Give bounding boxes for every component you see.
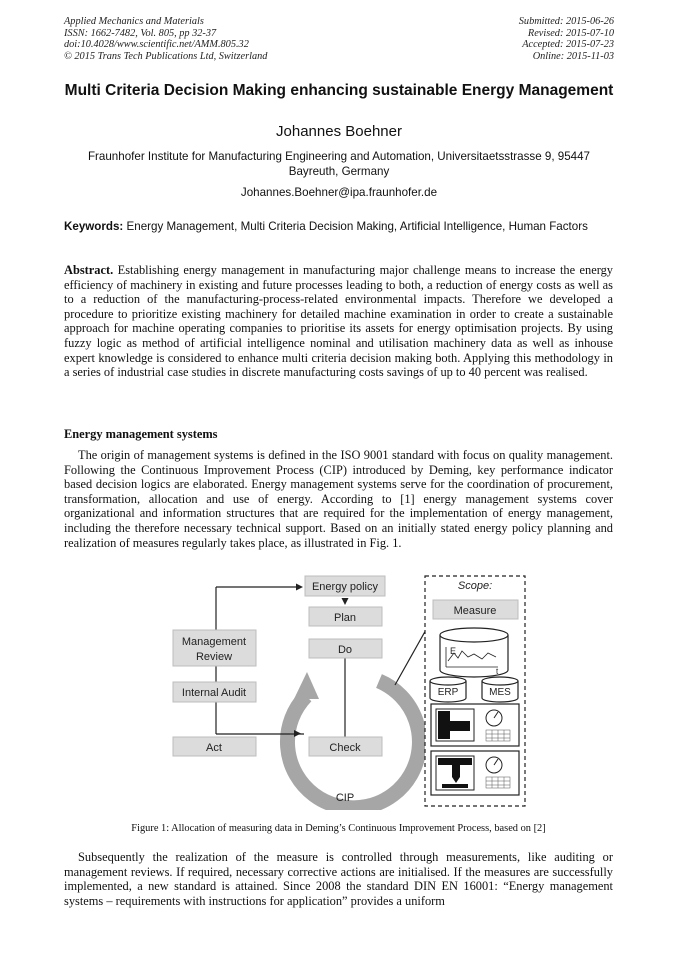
keywords-text: Energy Management, Multi Criteria Decision Making, Artificial Intelligence, Human Factors — [126, 220, 588, 233]
scope-label: Scope: — [457, 580, 493, 592]
abstract — [64, 263, 613, 380]
scope-panel — [425, 576, 525, 806]
journal-copyright: © 2015 Trans Tech Publications Ltd, Switzerland — [64, 50, 268, 62]
check-label: Check — [329, 742, 361, 754]
act-label: Act — [206, 742, 222, 754]
arrow-act-check — [294, 730, 301, 737]
data-grid-icon — [486, 730, 510, 741]
cip-arrow-head — [294, 672, 319, 699]
journal-name: Applied Mechanics and Materials — [64, 16, 204, 27]
machine-panel-1 — [431, 704, 519, 746]
figure-caption: Figure 1: Allocation of measuring data in Deming’s Continuous Improvement Process, based on [2] — [131, 823, 546, 834]
journal-doi: doi:10.4028/www.scientific.net/AMM.805.32 — [64, 39, 249, 51]
journal-header-right — [519, 16, 614, 62]
do-label: Do — [337, 644, 353, 656]
energy-axis-label: E — [450, 646, 457, 656]
machine-panel-2 — [431, 751, 519, 795]
plan-label: Plan — [333, 612, 357, 624]
keywords — [64, 219, 613, 235]
management-review-label-2: Review — [195, 651, 233, 663]
plan-box — [309, 607, 382, 626]
erp-label: ERP — [437, 687, 459, 698]
figure-1 — [170, 575, 530, 815]
body-paragraph-2: Subsequently the realization of the measure is controlled through measurements, like auditing or management reviews. If required, necessary corrective actions are initialised. If the measures are successfully implemented, a new standard is attained. Since 2008 the standard DIN EN 16001: “Energy management systems – requirements with instructions for application” provides a uniform — [64, 850, 613, 908]
measure-label: Measure — [453, 605, 497, 617]
online-date: Online: 2015-11-03 — [532, 50, 614, 62]
paper-author: Johannes Boehner — [276, 123, 402, 140]
data-grid-icon — [486, 777, 510, 788]
act-box — [173, 737, 256, 756]
abstract-label: Abstract. — [64, 263, 114, 277]
internal-audit-label: Internal Audit — [181, 687, 247, 699]
time-axis-label: t — [496, 667, 499, 676]
arrow-policy-plan — [342, 598, 349, 605]
accepted-date: Accepted: 2015-07-23 — [522, 39, 614, 51]
author-affiliation: Fraunhofer Institute for Manufacturing Engineering and Automation, Universitaetsstrasse 9, 95447 Bayreuth, Germany — [87, 150, 591, 178]
revised-date: Revised: 2015-07-10 — [527, 27, 614, 39]
internal-audit-box — [173, 682, 256, 702]
journal-header-left — [64, 16, 267, 62]
cip-label: CIP — [335, 792, 355, 804]
management-review-box — [173, 630, 256, 666]
section-heading: Energy management systems — [64, 427, 218, 441]
paper-title: Multi Criteria Decision Making enhancing sustainable Energy Management — [64, 82, 614, 99]
body-paragraph-1: The origin of management systems is defined in the ISO 9001 standard with focus on quality management. Following the Continuous Improvement Process (CIP) introduced by Deming, key performance indicator based decision logics are elaborated. Energy management systems serve for the coordination of procurement, transformation, allocation and use of energy. According to [1] energy management systems cover organizational and information structures that are required for the implementation of energy management, including the therefore necessary technical support. Based on an initially stated energy policy planning and realization of measures regularly takes place, as illustrated in Fig. 1. — [64, 448, 613, 550]
mes-label: MES — [489, 687, 511, 698]
arrow-to-energy-policy — [296, 584, 303, 591]
energy-policy-label: Energy policy — [311, 581, 379, 593]
management-review-label-1: Management — [181, 636, 247, 648]
cip-diagram — [170, 575, 530, 810]
do-box — [309, 639, 382, 658]
journal-issn: ISSN: 1662-7482, Vol. 805, pp 32-37 — [64, 27, 217, 39]
author-email: Johannes.Boehner@ipa.fraunhofer.de — [240, 186, 438, 199]
check-box — [309, 737, 382, 756]
keywords-label: Keywords: — [64, 220, 124, 233]
submitted-date: Submitted: 2015-06-26 — [518, 16, 614, 27]
energy-policy-box — [305, 576, 385, 596]
abstract-text: Establishing energy management in manufacturing major challenge means to increase the energy efficiency of machinery in existing and future processes leading to both, a reduction of energy costs as well as to a reduction of the manufacturing-process-related environmental impacts. Therefore we developed a procedure to prioritize existing machinery for detailed machine examination in order to create a sustainable approach for machine operating companies to prioritise its assets for energy optimisation projects. By using fuzzy logic as method of artificial intelligence nominal and utilisation machinery data as well as inhouse expert knowledge is considered to enhance multi criteria decision making both. Applying this methodology in a series of industrial case studies in discrete manufacturing costs savings of up to 40 percent was realised. — [64, 263, 613, 380]
